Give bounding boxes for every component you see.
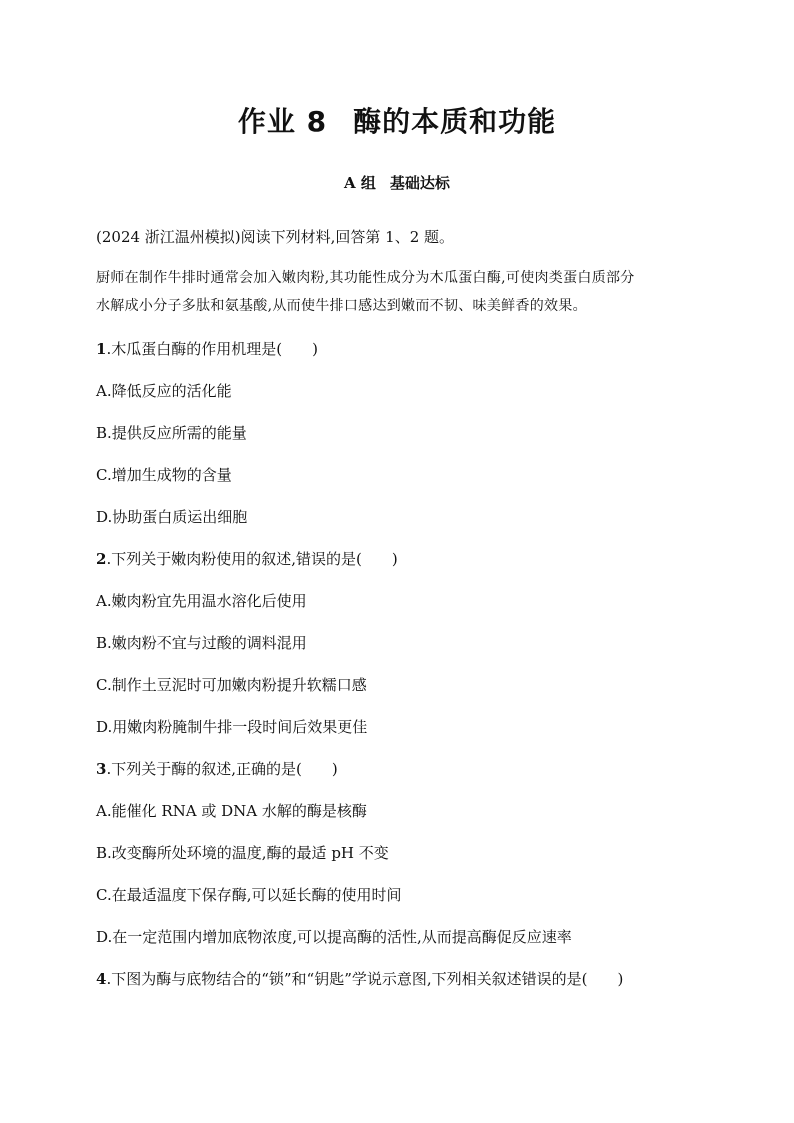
page-title [0, 100, 794, 140]
question-stem: 4.下图为酶与底物结合的“锁”和“钥匙”学说示意图,下列相关叙述错误的是( ) [96, 970, 624, 988]
question-number: 4 [96, 970, 107, 988]
option: C.在最适温度下保存酶,可以延长酶的使用时间 [96, 886, 402, 904]
group-heading [0, 172, 794, 193]
option: B.嫩肉粉不宜与过酸的调料混用 [96, 634, 307, 652]
option: D.在一定范围内增加底物浓度,可以提高酶的活性,从而提高酶促反应速率 [96, 928, 572, 946]
option: A.嫩肉粉宜先用温水溶化后使用 [96, 592, 307, 610]
option: A.能催化 RNA 或 DNA 水解的酶是核酶 [96, 802, 367, 820]
question-number: 3 [96, 760, 107, 778]
option: B.改变酶所处环境的温度,酶的最适 pH 不变 [96, 844, 389, 862]
option: A.降低反应的活化能 [96, 382, 232, 400]
question-number: 1 [96, 340, 107, 358]
intro-text: (2024 浙江温州模拟)阅读下列材料,回答第 1、2 题。 [96, 228, 455, 246]
option: C.制作土豆泥时可加嫩肉粉提升软糯口感 [96, 676, 367, 694]
title-main: 酶的本质和功能 [353, 105, 557, 138]
question-stem: 3.下列关于酶的叙述,正确的是( ) [96, 760, 338, 778]
option: D.协助蛋白质运出细胞 [96, 508, 248, 526]
group-label: 基础达标 [389, 174, 450, 192]
option: B.提供反应所需的能量 [96, 424, 247, 442]
material-line: 水解成小分子多肽和氨基酸,从而使牛排口感达到嫩而不韧、味美鲜香的效果。 [96, 298, 587, 314]
material-line: 厨师在制作牛排时通常会加入嫩肉粉,其功能性成分为木瓜蛋白酶,可使肉类蛋白质部分 [96, 270, 635, 286]
group-a: A 组 [344, 174, 376, 192]
option: C.增加生成物的含量 [96, 466, 232, 484]
question-stem: 2.下列关于嫩肉粉使用的叙述,错误的是( ) [96, 550, 398, 568]
question-number: 2 [96, 550, 107, 568]
option: D.用嫩肉粉腌制牛排一段时间后效果更佳 [96, 718, 368, 736]
title-prefix: 作业 8 [237, 105, 328, 138]
question-stem: 1.木瓜蛋白酶的作用机理是( ) [96, 340, 318, 358]
